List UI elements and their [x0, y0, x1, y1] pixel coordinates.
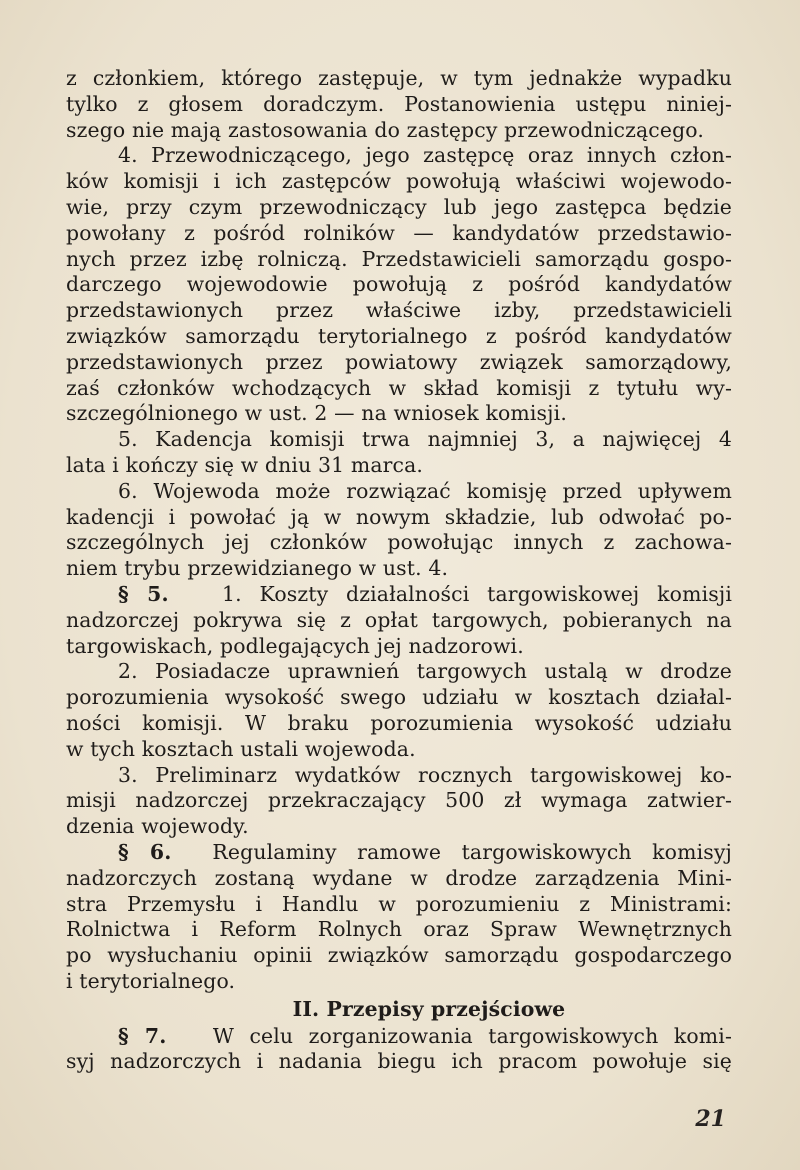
page-number: 21	[695, 1106, 726, 1132]
section-mark-7: § 7.	[118, 1023, 167, 1048]
text-line: ków komisji i ich zastępców powołują właściwi wojewodo-	[66, 169, 732, 194]
text-line: po wysłuchaniu opinii związków samorządu gospodarczego	[66, 943, 732, 968]
text-line: w tych kosztach ustali wojewoda.	[66, 736, 416, 761]
text-line: związków samorządu terytorialnego z pośród kandydatów	[66, 323, 732, 348]
text-line: kadencji i powołać ją w nowym składzie, lub odwołać po-	[66, 504, 732, 529]
text-line: 4. Przewodniczącego, jego zastępcę oraz innych człon-	[118, 143, 732, 168]
text-line: stra Przemysłu i Handlu w porozumieniu z Ministrami:	[66, 891, 732, 916]
text-line: zaś członków wchodzących w skład komisji z tytułu wy-	[66, 375, 732, 400]
text-line: nadzorczej pokrywa się z opłat targowych, pobieranych na	[66, 607, 732, 632]
text-line: misji nadzorczej przekraczający 500 zł wymaga zatwier-	[66, 788, 732, 813]
text-line: tylko z głosem doradczym. Postanowienia ustępu niniej-	[66, 91, 732, 116]
text-line: szczególnionego w ust. 2 — na wniosek komisji.	[66, 401, 567, 426]
body-text	[66, 66, 732, 1075]
text-line: darczego wojewodowie powołują z pośród kandydatów	[66, 272, 732, 297]
text-line: 5. Kadencja komisji trwa najmniej 3, a najwięcej 4	[118, 427, 732, 452]
text-line-content: W celu zorganizowania targowiskowych komi-	[212, 1023, 732, 1048]
text-line: i terytorialnego.	[66, 968, 236, 993]
text-line: ności komisji. W braku porozumienia wysokość udziału	[66, 710, 732, 735]
section-heading: II. Przepisy przejściowe	[292, 996, 566, 1021]
text-line: 6. Wojewoda może rozwiązać komisję przed upływem	[118, 478, 732, 503]
text-line: 3. Preliminarz wydatków rocznych targowiskowej ko-	[118, 762, 732, 787]
text-line: syj nadzorczych i nadania biegu ich pracom powołuje się	[66, 1049, 732, 1074]
text-line: nych przez izbę rolniczą. Przedstawicieli samorządu gospo-	[66, 246, 732, 271]
text-line	[66, 840, 732, 866]
text-line-content: 1. Koszty działalności targowiskowej komisji	[221, 581, 732, 606]
text-line-content: Regulaminy ramowe targowiskowych komisyj	[212, 839, 733, 864]
text-line: 2. Posiadacze uprawnień targowych ustalą w drodze	[118, 659, 732, 684]
text-line	[66, 582, 732, 608]
text-line: przedstawionych przez powiatowy związek samorządowy,	[66, 349, 732, 374]
text-line: lata i kończy się w dniu 31 marca.	[66, 452, 424, 477]
text-line: niem trybu przewidzianego w ust. 4.	[66, 556, 449, 581]
text-line: szego nie mają zastosowania do zastępcy przewodniczącego.	[66, 117, 704, 142]
section-mark-5: § 5.	[118, 581, 169, 606]
text-line	[66, 1024, 732, 1050]
text-line: szczególnych jej członków powołując innych z zachowa-	[66, 530, 732, 555]
text-line: dzenia wojewody.	[66, 814, 249, 839]
text-line: targowiskach, podlegających jej nadzorowi.	[66, 633, 524, 658]
text-line: przedstawionych przez właściwe izby, przedstawicieli	[66, 298, 732, 323]
text-line: wie, przy czym przewodniczący lub jego zastępca będzie	[66, 194, 732, 219]
text-line: z członkiem, którego zastępuje, w tym jednakże wypadku	[66, 66, 732, 90]
text-line: powołany z pośród rolników — kandydatów przedstawio-	[66, 220, 732, 245]
text-line: Rolnictwa i Reform Rolnych oraz Spraw Wewnętrznych	[66, 917, 732, 942]
section-mark-6: § 6.	[118, 839, 172, 864]
text-line: nadzorczych zostaną wydane w drodze zarządzenia Mini-	[66, 865, 732, 890]
text-line: porozumienia wysokość swego udziału w kosztach działal-	[66, 685, 732, 710]
